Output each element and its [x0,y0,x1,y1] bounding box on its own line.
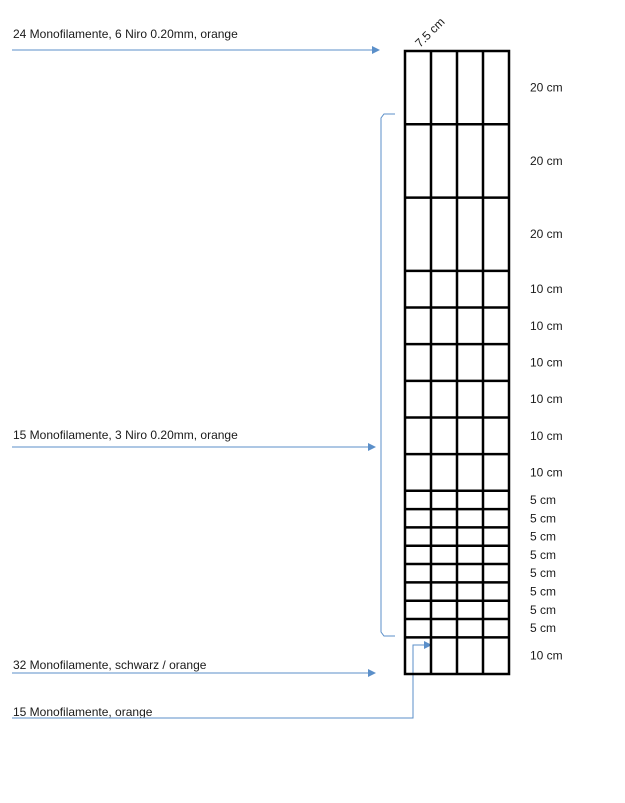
annotation-middle-text: 15 Monofilamente, 3 Niro 0.20mm, orange [13,428,238,442]
segment-label: 10 cm [530,282,563,297]
segment-label: 5 cm [530,529,557,544]
segment-label: 10 cm [530,355,563,370]
segment-label: 5 cm [530,584,557,599]
segment-label: 5 cm [530,547,557,562]
annotation-top-text: 24 Monofilamente, 6 Niro 0.20mm, orange [13,27,238,41]
annotation-lower-text: 32 Monofilamente, schwarz / orange [13,658,207,672]
segment-label: 5 cm [530,566,557,581]
segment-label: 10 cm [530,465,563,480]
range-bracket [381,114,395,636]
segment-label: 10 cm [530,392,563,407]
segment-label: 20 cm [530,227,563,242]
segment-label: 10 cm [530,318,563,333]
segment-labels [530,81,563,663]
segment-label: 20 cm [530,153,563,168]
annotation-bottom-text: 15 Monofilamente, orange [13,705,153,719]
segment-label: 10 cm [530,648,563,663]
segment-label: 5 cm [530,492,557,507]
width-label: 7.5 cm [412,14,448,51]
segment-label: 20 cm [530,80,563,95]
segment-label: 5 cm [530,602,557,617]
segment-label: 10 cm [530,428,563,443]
segment-label: 5 cm [530,511,557,526]
segment-label: 5 cm [530,621,557,636]
segment-grid [405,51,509,674]
